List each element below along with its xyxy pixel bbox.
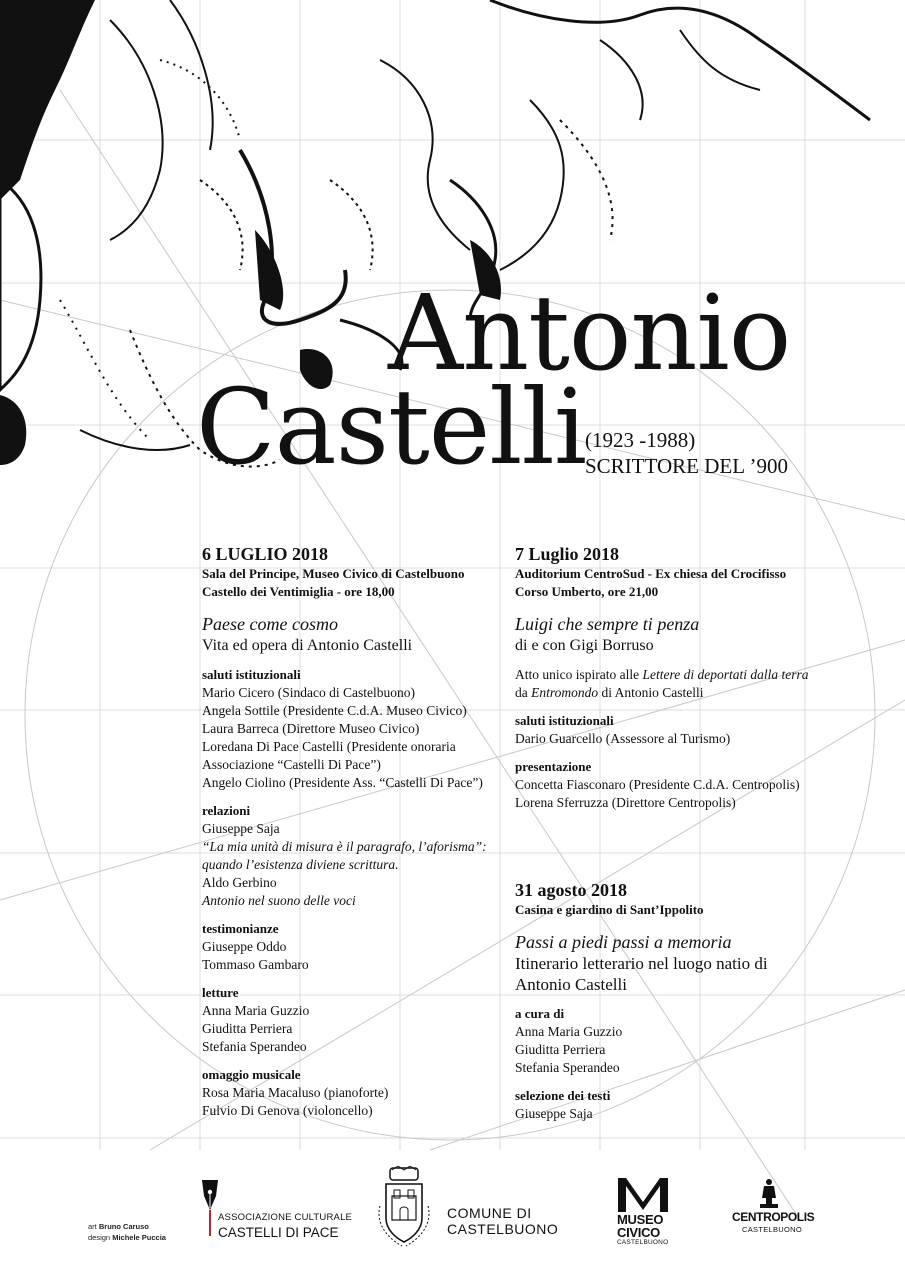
event-3-subtitle-line-2: Antonio Castelli [515,975,627,994]
title-first-name: Antonio [388,272,791,394]
section-heading: relazioni [202,803,251,818]
section-line: Dario Guarcello (Assessore al Turismo) [515,731,731,746]
event-1 [202,543,512,1120]
event-2-note-italic: Lettere di deportati dalla terra [642,667,809,682]
event-2-note2-prefix: da [515,685,532,700]
section-line: Anna Maria Guzzio [515,1024,623,1039]
section-line: Giuditta Perriera [515,1042,606,1057]
event-1-title: Paese come cosmo [202,614,338,634]
section-heading: selezione dei testi [515,1088,611,1103]
statue-icon [756,1178,782,1208]
event-2 [515,543,815,812]
logo-assoc-line-2: CASTELLI DI PACE [218,1225,339,1240]
logo-centropolis-line-1: CENTROPOLIS [732,1210,815,1224]
section-line: Tommaso Gambaro [202,957,309,972]
event-3-sections [515,1005,815,1123]
section-line: Angela Sottile (Presidente C.d.A. Museo Civico) [202,703,467,718]
event-2-note2-italic: Entromondo [531,685,599,700]
section-heading: saluti istituzionali [515,713,614,728]
event-1-venue-line-2: Castello dei Ventimiglia - ore 18,00 [202,584,395,599]
title-role: SCRITTORE DEL ’900 [585,454,788,478]
section-line: Giuseppe Saja [515,1106,593,1121]
logo-museo-line-2: CIVICO [617,1225,660,1240]
section-line: Laura Barreca (Direttore Museo Civico) [202,721,420,736]
section-line: Giuditta Perriera [202,1021,293,1036]
event-3 [515,879,815,1123]
event-2-note-prefix: Atto unico ispirato alle [515,667,643,682]
event-2-date: 7 Luglio 2018 [515,544,620,564]
credit-design-name: Michele Puccia [112,1233,166,1242]
section-line: Rosa Maria Macaluso (pianoforte) [202,1085,389,1100]
section-heading: omaggio musicale [202,1067,301,1082]
section-line: Giuseppe Oddo [202,939,287,954]
logo-assoc-line-1: ASSOCIAZIONE CULTURALE [218,1212,353,1223]
event-1-date: 6 LUGLIO 2018 [202,544,329,564]
section-line: Lorena Sferruzza (Direttore Centropolis) [515,795,736,810]
event-2-venue-line-1: Auditorium CentroSud - Ex chiesa del Crocifisso [515,566,787,581]
castle-crest-icon [372,1166,436,1248]
section-line: Anna Maria Guzzio [202,1003,310,1018]
section-line: “La mia unità di misura è il paragrafo, l’aforisma”: [202,839,487,854]
logo-museo-line-1: MUSEO [617,1212,664,1227]
credit-art-name: Bruno Caruso [98,1222,149,1231]
credit-art-prefix: art [88,1222,97,1231]
event-3-subtitle-line-1: Itinerario letterario nel luogo natio di [515,954,768,973]
event-3-title: Passi a piedi passi a memoria [515,932,732,952]
event-1-sections [202,666,512,1120]
logo-comune-line-2: CASTELBUONO [447,1221,559,1237]
section-heading: a cura di [515,1006,565,1021]
section-heading: presentazione [515,759,592,774]
event-2-note2-suffix: di Antonio Castelli [598,685,704,700]
museo-m-icon [618,1178,668,1212]
event-2-subtitle: di e con Gigi Borruso [515,637,654,654]
section-heading: letture [202,985,239,1000]
logo-centropolis-line-2: CASTELBUONO [742,1225,802,1234]
section-line: Stefania Sperandeo [202,1039,307,1054]
section-line: quando l’esistenza diviene scrittura. [202,857,399,872]
event-1-subtitle: Vita ed opera di Antonio Castelli [202,637,413,654]
section-line: Angelo Ciolino (Presidente Ass. “Castelli Di Pace”) [202,775,483,790]
event-1-venue-line-1: Sala del Principe, Museo Civico di Castelbuono [202,566,465,581]
logo-comune-line-1: COMUNE DI [447,1205,532,1221]
section-heading: testimonianze [202,921,279,936]
event-2-note [515,666,815,702]
event-2-sections [515,712,815,812]
title-years: (1923 -1988) [585,428,696,452]
logo-museo-line-3: CASTELBUONO [617,1239,669,1246]
credit-design-prefix: design [88,1233,111,1242]
event-3-venue-line-1: Casina e giardino di Sant’Ippolito [515,902,704,917]
section-line: Giuseppe Saja [202,821,280,836]
section-line: Mario Cicero (Sindaco di Castelbuono) [202,685,415,700]
section-line: Associazione “Castelli Di Pace”) [202,757,381,772]
section-line: Concetta Fiasconaro (Presidente C.d.A. Centropolis) [515,777,800,792]
section-line: Aldo Gerbino [202,875,277,890]
section-line: Loredana Di Pace Castelli (Presidente onoraria [202,739,456,754]
event-2-title: Luigi che sempre ti penza [515,614,700,634]
title-last-name: Castelli [196,366,587,488]
credits [88,1221,166,1243]
event-3-date: 31 agosto 2018 [515,880,627,900]
section-line: Stefania Sperandeo [515,1060,620,1075]
section-heading: saluti istituzionali [202,667,301,682]
section-line: Antonio nel suono delle voci [202,893,356,908]
section-line: Fulvio Di Genova (violoncello) [202,1103,373,1118]
event-2-venue-line-2: Corso Umberto, ore 21,00 [515,584,659,599]
